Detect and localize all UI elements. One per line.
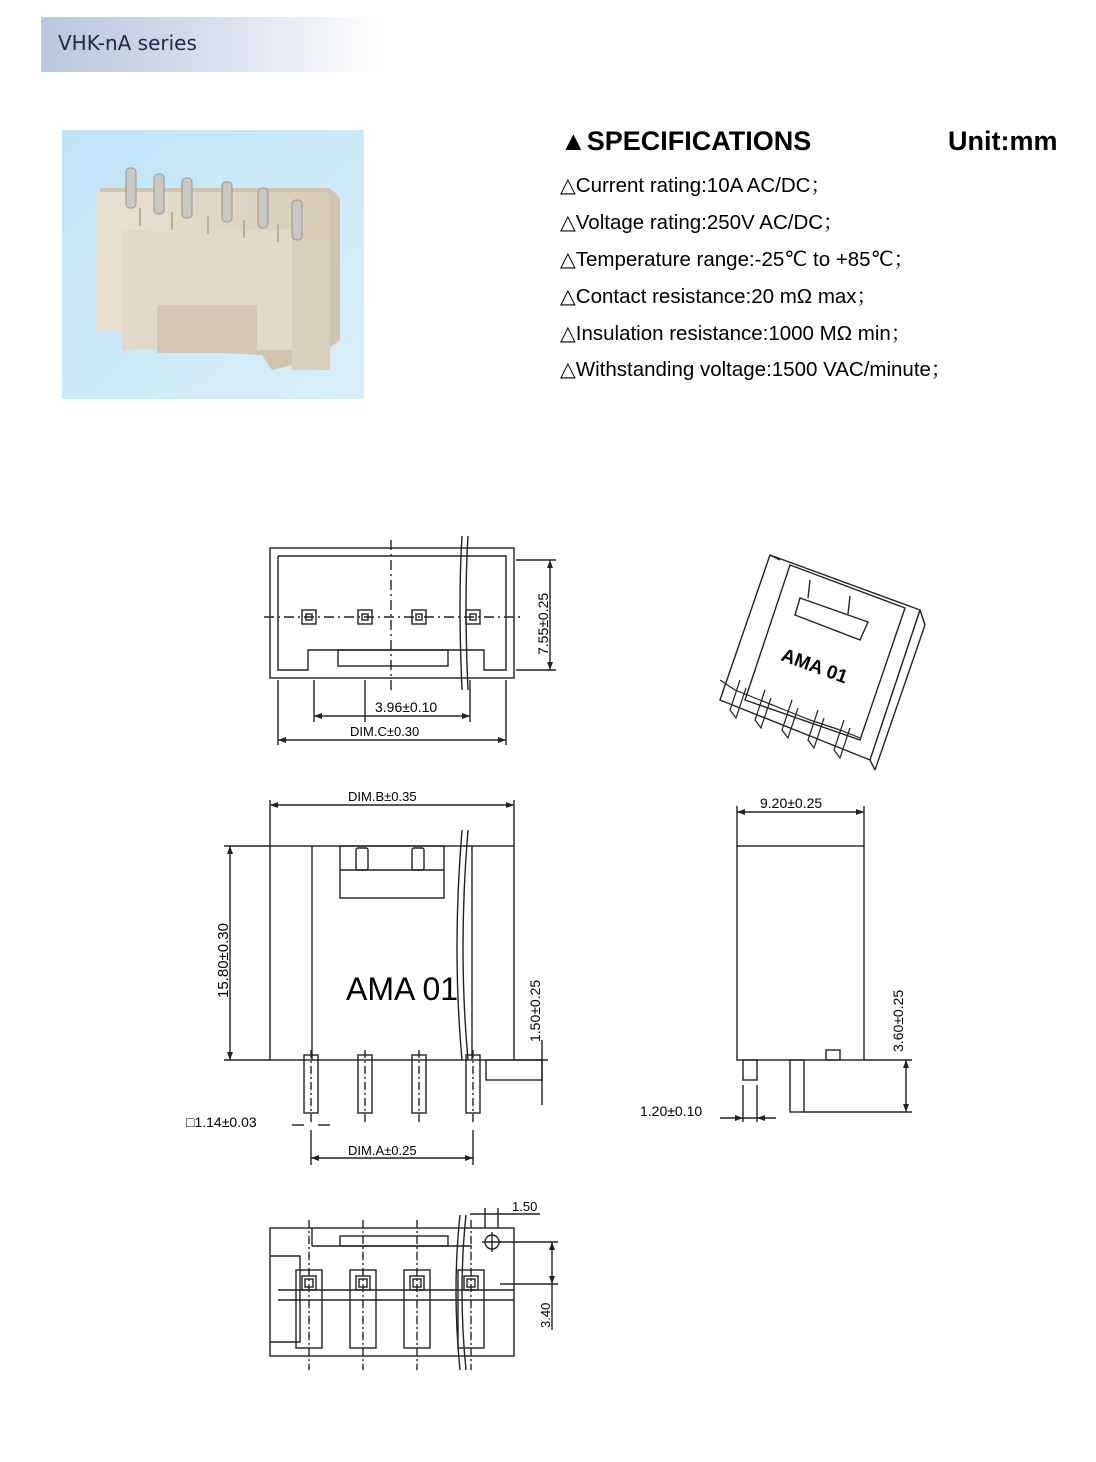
dim-front-height: 15.80±0.30 — [215, 923, 232, 998]
spec-current-rating: △Current rating:10A AC/DC； — [560, 174, 831, 197]
dim-c: DIM.C±0.30 — [350, 724, 420, 739]
dim-peg: 1.50 — [512, 1199, 538, 1214]
series-title: VHK-nA series — [58, 31, 197, 55]
dim-pitch: 3.96±0.10 — [375, 699, 438, 715]
spec-contact-resistance: △Contact resistance:20 mΩ max； — [560, 285, 878, 308]
dim-pin-offset: 1.50±0.25 — [527, 979, 543, 1042]
dim-depth: 9.20±0.25 — [760, 795, 823, 811]
dim-side-offset: 1.20±0.10 — [640, 1103, 703, 1119]
spec-insulation-resistance: △Insulation resistance:1000 MΩ min； — [560, 322, 912, 345]
dim-top-height: 7.55±0.25 — [535, 592, 551, 655]
dim-bottom: 3.40 — [538, 1302, 553, 1328]
specifications-title: ▲SPECIFICATIONS — [560, 126, 812, 156]
unit-label: Unit:mm — [948, 126, 1058, 156]
dim-a: DIM.A±0.25 — [348, 1143, 417, 1158]
dim-pin-square: □1.14±0.03 — [186, 1114, 257, 1130]
dim-side-pin: 3.60±0.25 — [890, 989, 906, 1052]
spec-temperature-range: △Temperature range:-25℃ to +85℃； — [560, 248, 915, 271]
spec-withstanding-voltage: △Withstanding voltage:1500 VAC/minute； — [560, 358, 952, 381]
bottom-view-drawing — [270, 1208, 558, 1370]
dim-b: DIM.B±0.35 — [348, 789, 417, 804]
side-view-drawing — [720, 806, 912, 1122]
marking-iso: AMA 01 — [778, 644, 851, 689]
front-marking: AMA 01 — [346, 971, 459, 1007]
spec-voltage-rating: △Voltage rating:250V AC/DC； — [560, 211, 844, 234]
